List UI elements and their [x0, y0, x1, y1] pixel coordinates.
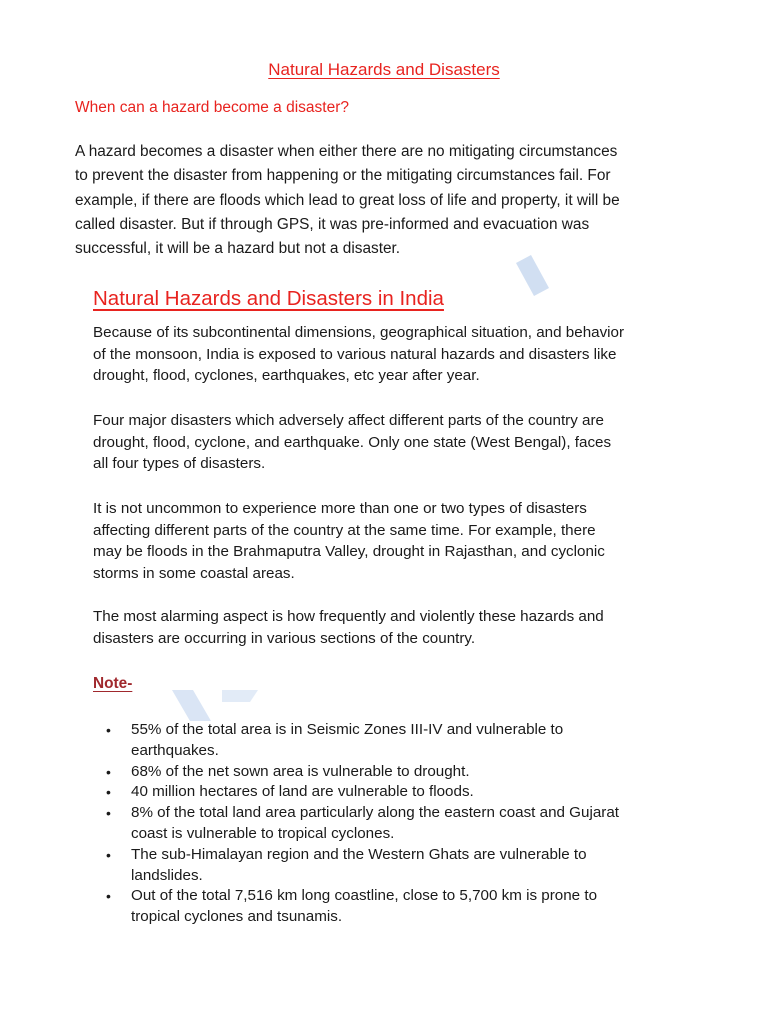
note-item-line: 55% of the total area is in Seismic Zones III-IV and vulnerable to	[131, 721, 564, 738]
text-line: It is not uncommon to experience more than one or two types of disasters	[93, 500, 587, 517]
note-item	[106, 803, 706, 845]
note-item-line: The sub-Himalayan region and the Western Ghats are vulnerable to	[131, 845, 587, 863]
bullet-icon: •	[106, 763, 111, 780]
note-item-line: landslides.	[131, 866, 203, 884]
question-heading: When can a hazard become a disaster?	[75, 99, 349, 116]
text-line: successful, it will be a hazard but not a disaster.	[75, 240, 401, 258]
note-item-line: 40 million hectares of land are vulnerable to floods.	[131, 783, 474, 801]
text-line: Four major disasters which adversely affect different parts of the country are	[93, 412, 604, 429]
bullet-icon: •	[106, 888, 111, 905]
bullet-icon: •	[106, 846, 111, 863]
text-line: affecting different parts of the country at the same time. For example, there	[93, 521, 596, 539]
note-item-line: 68% of the net sown area is vulnerable to drought.	[131, 762, 470, 780]
india-paragraph-1	[93, 322, 683, 387]
note-item	[106, 886, 706, 928]
text-line: Because of its subcontinental dimensions, geographical situation, and behavior	[93, 324, 625, 341]
india-section-heading: Natural Hazards and Disasters in India	[93, 287, 444, 310]
bullet-icon: •	[106, 784, 111, 801]
bullet-icon: •	[106, 805, 111, 822]
note-item-line: 8% of the total land area particularly along the eastern coast and Gujarat	[131, 804, 619, 822]
text-line: storms in some coastal areas.	[93, 565, 295, 583]
watermark-stroke-bottom-right	[222, 690, 258, 702]
text-line: example, if there are floods which lead to great loss of life and property, it will be	[75, 191, 620, 209]
note-item	[106, 845, 706, 887]
note-item	[106, 762, 706, 783]
text-line: drought, flood, cyclones, earthquakes, etc year after year.	[93, 367, 480, 385]
note-label: Note-	[93, 675, 133, 692]
note-item	[106, 720, 706, 762]
note-item-line: Out of the total 7,516 km long coastline, close to 5,700 km is prone to	[131, 887, 598, 905]
text-line: of the monsoon, India is exposed to various natural hazards and disasters like	[93, 345, 617, 363]
text-line: may be floods in the Brahmaputra Valley, drought in Rajasthan, and cyclonic	[93, 543, 605, 561]
note-item-line: tropical cyclones and tsunamis.	[131, 908, 343, 926]
text-line: all four types of disasters.	[93, 455, 266, 473]
note-item	[106, 782, 706, 803]
india-paragraph-2	[93, 410, 683, 475]
watermark-stroke-bottom-left	[172, 690, 211, 721]
text-line: called disaster. But if through GPS, it was pre-informed and evacuation was	[75, 215, 590, 233]
note-item-line: earthquakes.	[131, 741, 219, 759]
text-line: A hazard becomes a disaster when either there are no mitigating circumstances	[75, 143, 618, 160]
text-line: disasters are occurring in various sections of the country.	[93, 629, 476, 647]
notes-list	[105, 720, 706, 928]
document-title: Natural Hazards and Disasters	[268, 60, 500, 79]
bullet-icon: •	[106, 722, 111, 738]
text-line: The most alarming aspect is how frequently and violently these hazards and	[93, 608, 604, 625]
note-item-line: coast is vulnerable to tropical cyclones.	[131, 824, 395, 842]
text-line: to prevent the disaster from happening or the mitigating circumstances fail. For	[75, 167, 611, 185]
india-paragraph-3	[93, 498, 683, 585]
text-line: drought, flood, cyclone, and earthquake. Only one state (West Bengal), faces	[93, 433, 612, 451]
india-paragraph-4	[93, 606, 683, 649]
intro-paragraph	[75, 140, 685, 261]
